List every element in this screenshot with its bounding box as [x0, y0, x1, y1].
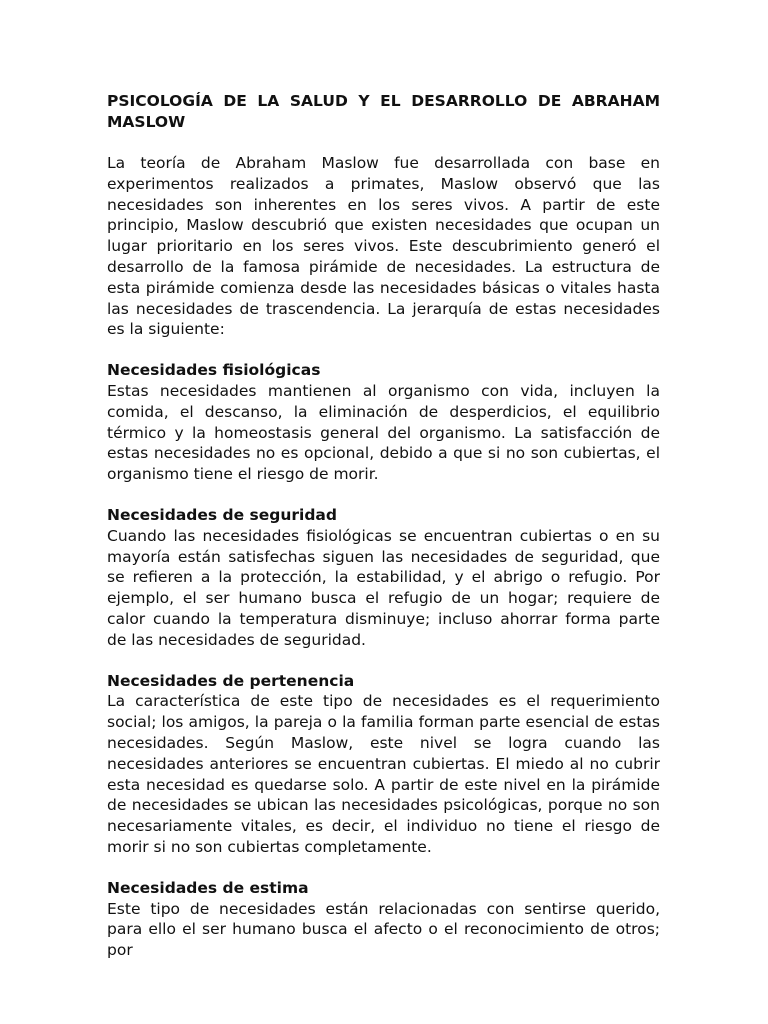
document-page	[107, 91, 660, 961]
section-heading: Necesidades fisiológicas	[107, 361, 321, 380]
section-body: Cuando las necesidades fisiológicas se encuentran cubiertas o en su mayoría están satisfechas siguen las necesidades de seguridad, que se refieren a la protección, la estabilidad, y el abrigo o refugio. Por ejemplo, el ser humano busca el refugio de un hogar; requiere de calor cuando la temperatura disminuye; incluso ahorrar forma parte de las necesidades de seguridad.	[107, 526, 660, 649]
section-seguridad	[107, 505, 660, 651]
document-title: PSICOLOGÍA DE LA SALUD Y EL DESARROLLO DE ABRAHAM MASLOW	[107, 92, 660, 131]
section-body: Estas necesidades mantienen al organismo con vida, incluyen la comida, el descanso, la eliminación de desperdicios, el equilibrio térmico y la homeostasis general del organismo. La satisfacción de estas necesidades no es opcional, debido a que si no son cubiertas, el organismo tiene el riesgo de morir.	[107, 381, 660, 484]
section-heading: Necesidades de estima	[107, 878, 309, 897]
section-estima	[107, 878, 660, 961]
section-fisiologicas	[107, 360, 660, 485]
section-pertenencia	[107, 671, 660, 858]
intro-paragraph: La teoría de Abraham Maslow fue desarrollada con base en experimentos realizados a primates, Maslow observó que las necesidades son inherentes en los seres vivos. A partir de este principio, Maslow descubrió que existen necesidades que ocupan un lugar prioritario en los seres vivos. Este descubrimiento generó el desarrollo de la famosa pirámide de necesidades. La estructura de esta pirámide comienza desde las necesidades básicas o vitales hasta las necesidades de trascendencia. La jerarquía de estas necesidades es la siguiente:	[107, 154, 660, 339]
section-body: La característica de este tipo de necesidades es el requerimiento social; los amigos, la pareja o la familia forman parte esencial de estas necesidades. Según Maslow, este nivel se logra cuando las necesidades anteriores se encuentran cubiertas. El miedo al no cubrir esta necesidad es quedarse solo. A partir de este nivel en la pirámide de necesidades se ubican las necesidades psicológicas, porque no son necesariamente vitales, es decir, el individuo no tiene el riesgo de morir si no son cubiertas completamente.	[107, 692, 660, 856]
section-heading: Necesidades de seguridad	[107, 505, 337, 524]
section-heading: Necesidades de pertenencia	[107, 671, 355, 690]
section-body: Este tipo de necesidades están relacionadas con sentirse querido, para ello el ser humano busca el afecto o el reconocimiento de otros; por	[107, 899, 660, 960]
